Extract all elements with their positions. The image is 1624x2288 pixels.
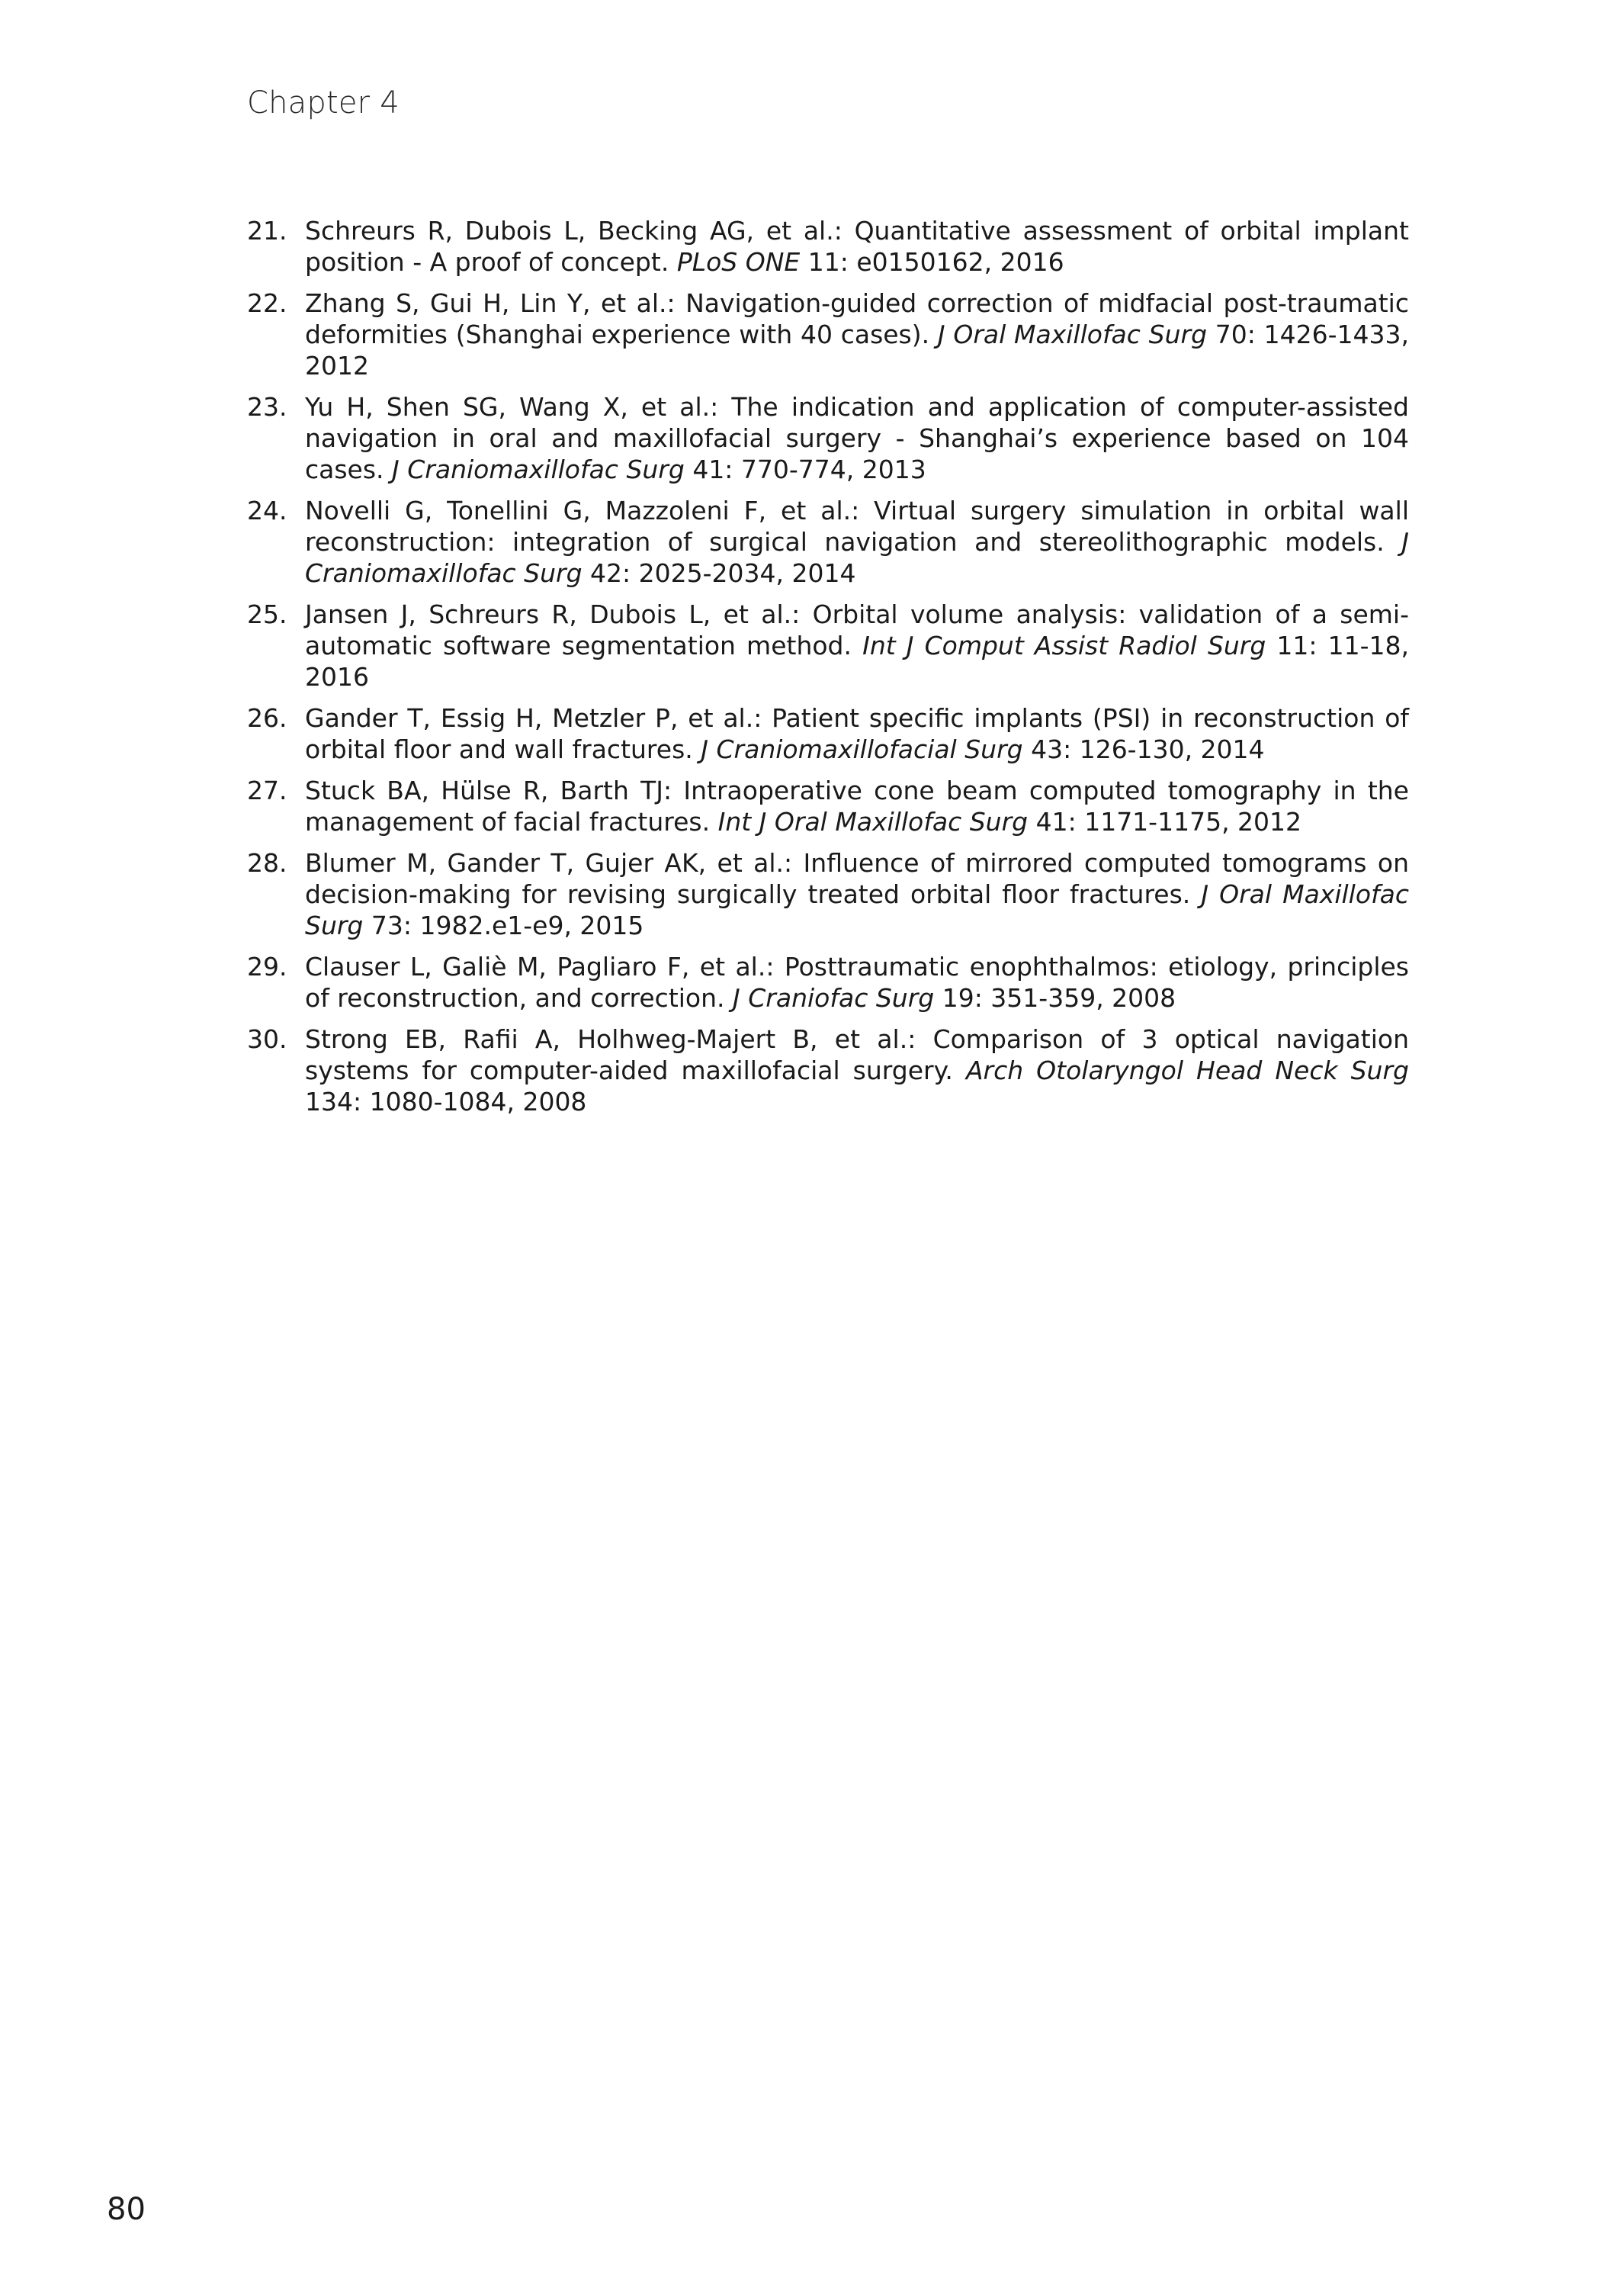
reference-text [305, 495, 1409, 589]
reference-item [247, 215, 1409, 278]
reference-details: 11: 11-18, 2016 [305, 631, 1410, 692]
running-head: Chapter 4 [247, 85, 400, 121]
reference-authors-title: Zhang S, Gui H, Lin Y, et al.: Navigation-guided correction of midfacial post-traumatic deformities (Shanghai experience with 40 cases). [305, 288, 1409, 349]
page-number: 80 [107, 2192, 146, 2227]
reference-journal: J Oral Maxillofac Surg [305, 879, 1409, 940]
reference-authors-title: Stuck BA, Hülse R, Barth TJ: Intraoperative cone beam computed tomography in the management of facial fractures. [305, 776, 1409, 837]
reference-journal: J Oral Maxillofac Surg [937, 320, 1208, 349]
reference-details: 70: 1426-1433, 2012 [305, 320, 1410, 381]
reference-text [305, 1023, 1409, 1117]
reference-number: 29. [247, 952, 287, 982]
reference-text [305, 847, 1409, 941]
reference-journal: J Craniomaxillofac Surg [305, 527, 1409, 588]
reference-details: 41: 770-774, 2013 [684, 455, 926, 484]
reference-number: 27. [247, 776, 287, 805]
reference-item [247, 951, 1409, 1014]
reference-number: 24. [247, 496, 287, 525]
reference-authors-title: Schreurs R, Dubois L, Becking AG, et al.: Quantitative assessment of orbital implant position - A proof of concept. [305, 216, 1409, 277]
reference-number: 28. [247, 848, 287, 878]
reference-number: 26. [247, 703, 287, 733]
reference-text [305, 951, 1409, 1014]
reference-number: 25. [247, 599, 287, 629]
reference-details: 134: 1080-1084, 2008 [305, 1087, 587, 1117]
reference-item [247, 1023, 1409, 1117]
reference-details: 19: 351-359, 2008 [934, 983, 1176, 1013]
reference-details: 11: e0150162, 2016 [800, 247, 1064, 277]
reference-details: 43: 126-130, 2014 [1022, 734, 1265, 764]
reference-text [305, 775, 1409, 837]
reference-authors-title: Jansen J, Schreurs R, Dubois L, et al.: Orbital volume analysis: validation of a semi-automatic software segmentation method. [305, 599, 1409, 660]
reference-list [247, 215, 1409, 1127]
reference-journal: Arch Otolaryngol Head Neck Surg [965, 1056, 1409, 1085]
reference-journal: Int J Comput Assist Radiol Surg [862, 631, 1266, 660]
reference-journal: J Craniofac Surg [733, 983, 935, 1013]
reference-item [247, 702, 1409, 765]
reference-authors-title: Gander T, Essig H, Metzler P, et al.: Patient specific implants (PSI) in reconstruction of orbital floor and wall fractures. [305, 703, 1409, 764]
reference-item [247, 847, 1409, 941]
reference-journal: PLoS ONE [676, 247, 801, 277]
reference-item [247, 495, 1409, 589]
reference-item [247, 288, 1409, 381]
reference-text [305, 599, 1409, 693]
reference-journal: J Craniomaxillofacial Surg [701, 734, 1023, 764]
reference-text [305, 391, 1409, 485]
reference-item [247, 775, 1409, 837]
reference-number: 21. [247, 216, 287, 246]
reference-item [247, 391, 1409, 485]
reference-text [305, 215, 1409, 278]
reference-details: 73: 1982.e1-e9, 2015 [363, 911, 644, 940]
reference-authors-title: Blumer M, Gander T, Gujer AK, et al.: Influence of mirrored computed tomograms on decision-making for revising surgically treated orbital floor fractures. [305, 848, 1409, 909]
reference-journal: Int J Oral Maxillofac Surg [717, 807, 1029, 837]
reference-number: 22. [247, 288, 287, 318]
reference-authors-title: Clauser L, Galiè M, Pagliaro F, et al.: Posttraumatic enophthalmos: etiology, principles of reconstruction, and correction. [305, 952, 1409, 1013]
reference-details: 42: 2025-2034, 2014 [582, 558, 856, 588]
reference-details: 41: 1171-1175, 2012 [1028, 807, 1302, 837]
reference-number: 30. [247, 1024, 287, 1054]
reference-authors-title: Strong EB, Rafii A, Holhweg-Majert B, et al.: Comparison of 3 optical navigation systems for computer-aided maxillofacial surgery. [305, 1024, 1409, 1085]
reference-text [305, 288, 1409, 381]
reference-journal: J Craniomaxillofac Surg [392, 455, 685, 484]
reference-authors-title: Novelli G, Tonellini G, Mazzoleni F, et al.: Virtual surgery simulation in orbital wall reconstruction: integration of surgical navigation and stereolithographic models. [305, 496, 1409, 557]
reference-authors-title: Yu H, Shen SG, Wang X, et al.: The indication and application of computer-assisted navigation in oral and maxillofacial surgery - Shanghai’s experience based on 104 cases. [305, 392, 1409, 484]
reference-number: 23. [247, 392, 287, 422]
reference-item [247, 599, 1409, 693]
reference-text [305, 702, 1409, 765]
